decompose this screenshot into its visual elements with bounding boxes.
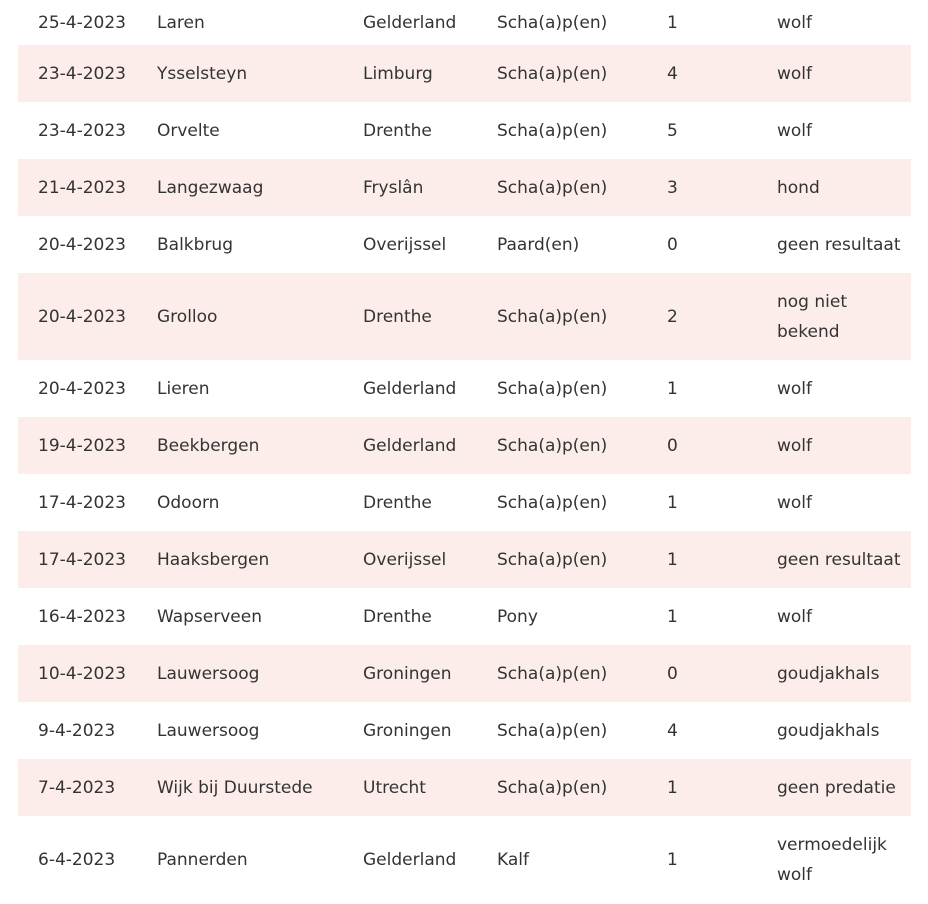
- cell-date: 19-4-2023: [38, 435, 126, 456]
- table-row: [18, 45, 911, 102]
- cell-province: Groningen: [363, 720, 452, 741]
- cell-date: 20-4-2023: [38, 378, 126, 399]
- cell-count: 3: [667, 177, 678, 198]
- table-row: [18, 474, 911, 531]
- cell-province: Drenthe: [363, 120, 432, 141]
- cell-result: geen predatie: [777, 777, 896, 798]
- cell-date: 9-4-2023: [38, 720, 116, 741]
- cell-date: 10-4-2023: [38, 663, 126, 684]
- cell-animal: Paard(en): [497, 234, 580, 255]
- cell-province: Drenthe: [363, 606, 432, 627]
- cell-place: Lauwersoog: [157, 720, 260, 741]
- cell-animal: Scha(a)p(en): [497, 492, 608, 513]
- cell-count: 1: [667, 777, 678, 798]
- cell-place: Pannerden: [157, 850, 248, 870]
- cell-animal: Kalf: [497, 850, 529, 870]
- cell-animal: Scha(a)p(en): [497, 12, 608, 33]
- cell-province: Fryslân: [363, 177, 424, 198]
- cell-date: 17-4-2023: [38, 549, 126, 570]
- cell-count: 1: [667, 549, 678, 570]
- table-row: [18, 702, 911, 759]
- cell-animal: Scha(a)p(en): [497, 720, 608, 741]
- cell-result: geen resultaat: [777, 549, 901, 570]
- cell-date: 23-4-2023: [38, 63, 126, 84]
- cell-place: Beekbergen: [157, 435, 260, 456]
- cell-count: 1: [667, 850, 678, 870]
- cell-result: wolf: [777, 63, 813, 84]
- cell-date: 16-4-2023: [38, 606, 126, 627]
- cell-province: Overijssel: [363, 549, 447, 570]
- cell-province: Overijssel: [363, 234, 447, 255]
- table-row: [18, 645, 911, 702]
- cell-count: 4: [667, 720, 678, 741]
- cell-animal: Scha(a)p(en): [497, 549, 608, 570]
- cell-count: 0: [667, 435, 678, 456]
- cell-province: Groningen: [363, 663, 452, 684]
- cell-result: nog niet bekend: [777, 291, 847, 342]
- table-row: [18, 759, 911, 816]
- cell-province: Utrecht: [363, 777, 426, 798]
- cell-date: 25-4-2023: [38, 12, 126, 33]
- cell-count: 1: [667, 606, 678, 627]
- cell-place: Haaksbergen: [157, 549, 270, 570]
- cell-date: 20-4-2023: [38, 306, 126, 327]
- cell-result: wolf: [777, 492, 813, 513]
- cell-date: 23-4-2023: [38, 120, 126, 141]
- incidents-table-container: [18, 0, 911, 904]
- cell-place: Wijk bij Duurstede: [157, 777, 313, 798]
- cell-count: 0: [667, 663, 678, 684]
- cell-place: Langezwaag: [157, 177, 264, 198]
- cell-animal: Scha(a)p(en): [497, 435, 608, 456]
- cell-count: 1: [667, 12, 678, 33]
- cell-province: Drenthe: [363, 492, 432, 513]
- cell-province: Drenthe: [363, 306, 432, 327]
- cell-animal: Scha(a)p(en): [497, 120, 608, 141]
- table-row: [18, 273, 911, 360]
- cell-date: 21-4-2023: [38, 177, 126, 198]
- cell-place: Balkbrug: [157, 234, 233, 255]
- cell-date: 17-4-2023: [38, 492, 126, 513]
- cell-date: 7-4-2023: [38, 777, 116, 798]
- cell-animal: Scha(a)p(en): [497, 777, 608, 798]
- cell-province: Gelderland: [363, 12, 457, 33]
- cell-animal: Scha(a)p(en): [497, 378, 608, 399]
- cell-place: Orvelte: [157, 120, 220, 141]
- cell-count: 5: [667, 120, 678, 141]
- cell-result: hond: [777, 177, 820, 198]
- cell-count: 4: [667, 63, 678, 84]
- table-row: [18, 417, 911, 474]
- cell-place: Wapserveen: [157, 606, 262, 627]
- table-row: [18, 816, 911, 904]
- cell-result: wolf: [777, 12, 813, 33]
- cell-result: goudjakhals: [777, 720, 880, 741]
- cell-province: Gelderland: [363, 435, 457, 456]
- cell-result: goudjakhals: [777, 663, 880, 684]
- cell-result: wolf: [777, 435, 813, 456]
- cell-animal: Scha(a)p(en): [497, 306, 608, 327]
- table-row: [18, 360, 911, 417]
- cell-date: 6-4-2023: [38, 850, 116, 870]
- cell-result: geen resultaat: [777, 234, 901, 255]
- cell-place: Ysselsteyn: [157, 63, 248, 84]
- cell-place: Lauwersoog: [157, 663, 260, 684]
- table-row: [18, 216, 911, 273]
- cell-place: Laren: [157, 12, 205, 33]
- table-row: [18, 588, 911, 645]
- cell-place: Odoorn: [157, 492, 220, 513]
- cell-animal: Scha(a)p(en): [497, 663, 608, 684]
- cell-place: Grolloo: [157, 306, 218, 327]
- table-row: [18, 102, 911, 159]
- cell-count: 1: [667, 492, 678, 513]
- table-row: [18, 159, 911, 216]
- cell-result: wolf: [777, 378, 813, 399]
- table-row: [18, 531, 911, 588]
- cell-animal: Pony: [497, 606, 538, 627]
- cell-count: 0: [667, 234, 678, 255]
- cell-count: 1: [667, 378, 678, 399]
- cell-result: wolf: [777, 120, 813, 141]
- cell-count: 2: [667, 306, 678, 327]
- cell-date: 20-4-2023: [38, 234, 126, 255]
- cell-result: vermoedelijk wolf: [777, 835, 887, 885]
- incidents-table: [18, 0, 911, 904]
- cell-province: Gelderland: [363, 850, 457, 870]
- cell-province: Limburg: [363, 63, 433, 84]
- cell-animal: Scha(a)p(en): [497, 63, 608, 84]
- cell-animal: Scha(a)p(en): [497, 177, 608, 198]
- cell-place: Lieren: [157, 378, 210, 399]
- cell-result: wolf: [777, 606, 813, 627]
- table-row: [18, 0, 911, 45]
- cell-province: Gelderland: [363, 378, 457, 399]
